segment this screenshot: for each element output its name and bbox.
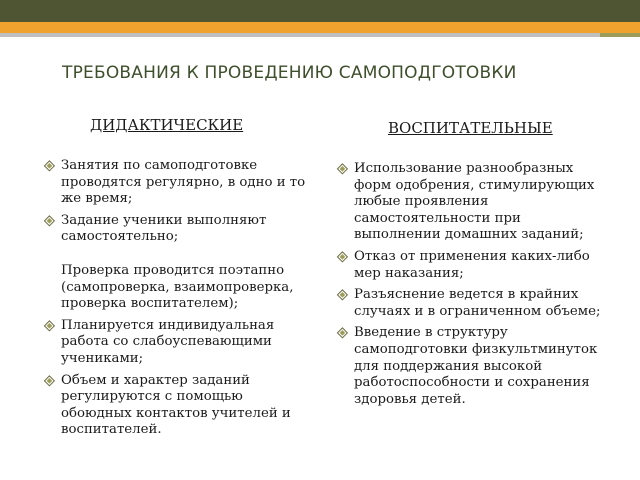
list-item-text: Разъяснение ведется в крайних случаях и в ограниченном объеме; bbox=[354, 287, 601, 319]
slide-title: ТРЕБОВАНИЯ К ПРОВЕДЕНИЮ САМОПОДГОТОВКИ bbox=[62, 63, 517, 83]
diamond-bullet-icon bbox=[337, 289, 348, 300]
list-item bbox=[44, 318, 310, 368]
list-item-text: Занятия по самоподготовке проводятся регулярно, в одно и то же время; bbox=[61, 158, 306, 207]
diamond-bullet-icon bbox=[337, 251, 348, 262]
diamond-bullet-icon bbox=[337, 163, 348, 174]
list-item bbox=[337, 161, 607, 244]
diamond-bullet-icon bbox=[44, 375, 55, 386]
header-band bbox=[0, 0, 640, 22]
educational-heading: ВОСПИТАТЕЛЬНЫЕ bbox=[388, 119, 553, 137]
list-item bbox=[44, 263, 310, 313]
list-item-text: Планируется индивидуальная работа со слабоуспевающими учениками; bbox=[61, 317, 275, 366]
list-item-text: Отказ от применения каких-либо мер наказания; bbox=[354, 248, 590, 281]
didactic-requirements-list bbox=[44, 158, 310, 444]
educational-requirements-list bbox=[337, 161, 607, 413]
didactic-heading: ДИДАКТИЧЕСКИЕ bbox=[90, 116, 244, 134]
diamond-bullet-icon bbox=[44, 215, 55, 226]
list-item-text: Проверка проводится поэтапно (самопроверка, взаимопроверка, проверка воспитателем); bbox=[61, 262, 294, 312]
accent-stripe bbox=[0, 22, 640, 33]
divider-stripe-accent bbox=[600, 33, 640, 37]
list-item-text: Объем и характер заданий регулируются с помощью обоюдных контактов учителей и воспитателей. bbox=[61, 372, 291, 438]
diamond-bullet-icon bbox=[44, 320, 55, 331]
diamond-bullet-icon bbox=[337, 328, 348, 339]
list-item bbox=[337, 325, 607, 408]
list-item bbox=[337, 249, 607, 282]
list-item-text: Задание ученики выполняют самостоятельно; bbox=[61, 212, 267, 245]
list-item bbox=[44, 373, 310, 439]
diamond-bullet-icon bbox=[44, 160, 55, 171]
list-item-text: Использование разнообразных форм одобрения, стимулирующих любые проявления самостоятельности при выполнении домашних заданий; bbox=[354, 161, 595, 243]
list-item bbox=[44, 158, 310, 208]
divider-stripe bbox=[0, 33, 600, 37]
list-item bbox=[44, 213, 310, 246]
list-item-text: Введение в структуру самоподготовки физкультминуток для поддержания высокой работоспособности и сохранения здоровья детей. bbox=[354, 325, 598, 407]
list-item bbox=[337, 287, 607, 320]
